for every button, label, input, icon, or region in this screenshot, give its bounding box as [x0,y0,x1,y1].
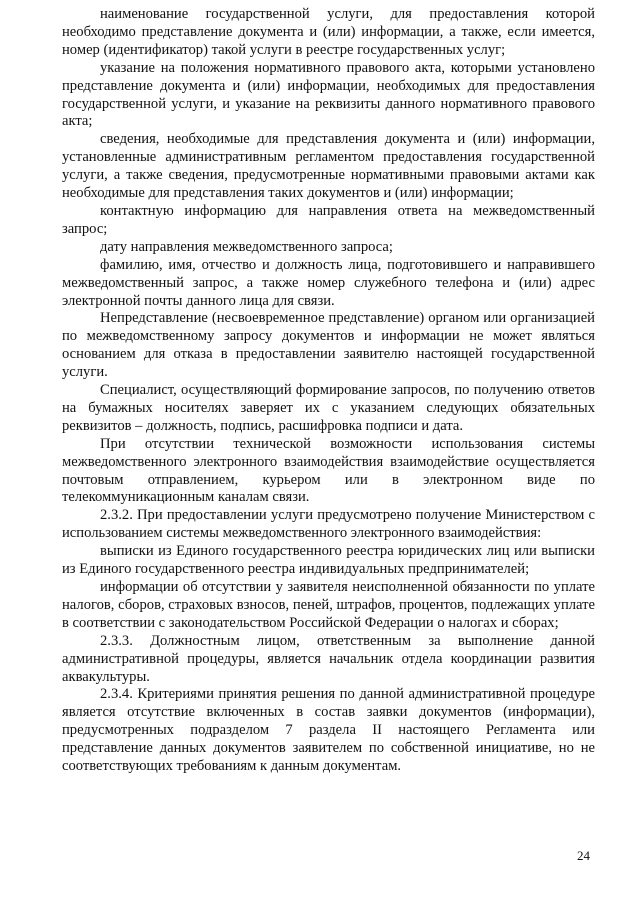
paragraph: наименование государственной услуги, для предоставления которой необходимо представление документа и (или) информации, а также, если имеется, номер (идентификатор) такой услуги в реестре государственных услуг; [62,6,595,58]
section-paragraph: 2.3.3. Должностным лицом, ответственным за выполнение данной административной процедуры, является начальник отдела координации развития аквакультуры. [62,632,595,685]
paragraph: сведения, необходимые для представления документа и (или) информации, установленные административным регламентом предоставления государственной услуги, а также сведения, предусмотренные нормативными правовыми актами как необходимые для представления таких документов и (или) информации; [62,131,595,202]
page-number: 24 [577,848,590,863]
paragraph: фамилию, имя, отчество и должность лица, подготовившего и направившего межведомственный запрос, а также номер служебного телефона и (или) адрес электронной почты данного лица для связи. [62,256,595,309]
paragraph: контактную информацию для направления ответа на межведомственный запрос; [62,202,595,237]
document-body [62,6,595,776]
section-paragraph: 2.3.4. Критериями принятия решения по данной административной процедуре является отсутствие включенных в состав заявки документов (информации), предусмотренных подразделом 7 раздела II настоящего Регламента или представление данных документов заявителем по собственной инициативе, но не соответствующих требованиям к данным документам. [62,686,595,775]
paragraph: дату направления межведомственного запроса; [100,238,393,255]
paragraph: При отсутствии технической возможности использования системы межведомственного электронного взаимодействия взаимодействие осуществляется почтовым отправлением, курьером или в электронном виде по телекоммуникационным каналам связи. [62,435,595,506]
paragraph: указание на положения нормативного правового акта, которыми установлено представление документа и (или) информации, необходимых для предоставления государственной услуги, и указание на реквизиты данного нормативного правового акта; [62,59,595,130]
paragraph: выписки из Единого государственного реестра юридических лиц или выписки из Единого государственного реестра индивидуальных предпринимателей; [62,543,595,578]
paragraph: Непредставление (несвоевременное представление) органом или организацией по межведомственному запросу документов и информации не может являться основанием для отказа в предоставлении заявителю настоящей государственной услуги. [62,310,595,381]
paragraph: информации об отсутствии у заявителя неисполненной обязанности по уплате налогов, сборов, страховых взносов, пеней, штрафов, процентов, подлежащих уплате в соответствии с законодательством Российской Федерации о налогах и сборах; [62,579,595,631]
section-paragraph: 2.3.2. При предоставлении услуги предусмотрено получение Министерством с использованием системы межведомственного электронного взаимодействия: [62,507,595,542]
paragraph: Специалист, осуществляющий формирование запросов, по получению ответов на бумажных носителях заверяет их с указанием следующих обязательных реквизитов – должность, подпись, расшифровка подписи и дата. [62,382,595,434]
